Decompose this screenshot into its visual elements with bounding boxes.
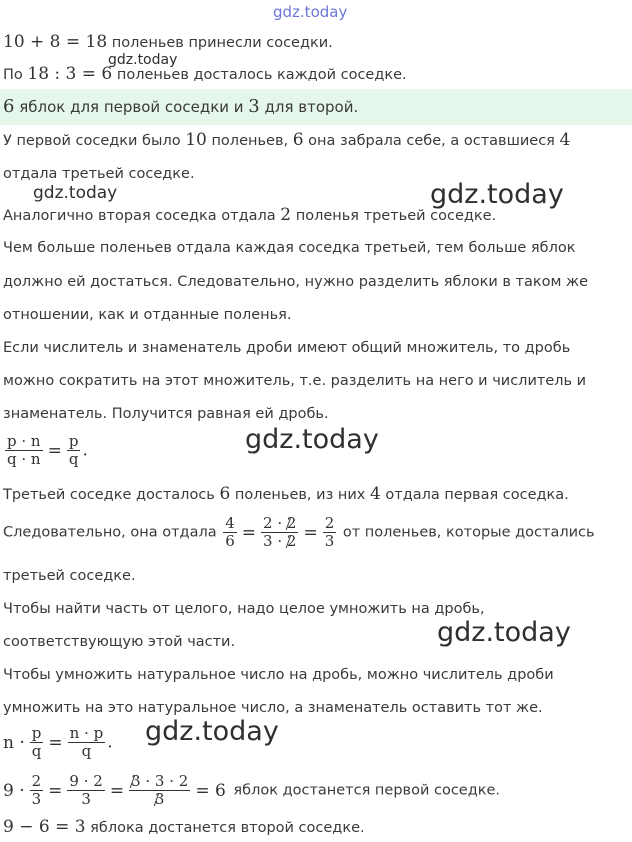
watermark: gdz.today <box>108 52 178 68</box>
line-1 <box>3 32 333 53</box>
math: 4 <box>369 484 381 504</box>
text: яблока достанется второй соседке. <box>85 820 365 836</box>
line-8: должно ей достаться. Следовательно, нужно разделить яблоки в таком же <box>3 274 589 290</box>
text: поленьев, из них <box>230 487 370 503</box>
text: она забрала себе, а оставшиеся <box>303 133 560 149</box>
watermark-top: gdz.today <box>273 3 348 21</box>
line-9: отношении, как и отданные поленья. <box>3 307 292 323</box>
text: яблок для первой соседки и <box>14 98 249 116</box>
math: 6 <box>3 96 15 117</box>
text: поленьев принесли соседки. <box>107 35 333 51</box>
line-15: третьей соседке. <box>3 568 136 584</box>
text: поленьев досталось каждой соседке. <box>112 67 407 83</box>
fraction: $\frac{n \cdot p}{q}$ <box>69 724 104 760</box>
cancelled-factor: 3 <box>154 790 165 808</box>
formula-calc: 9 · $\frac{2}{3}$ = $\frac{9 \cdot 2}{3}$ = $\frac{3 \cdot 3 \cdot 2}{3}$ = 6 яблок достанется первой соседке. <box>3 772 501 808</box>
watermark: gdz.today <box>437 617 571 648</box>
fraction: $\frac{2}{3}$ <box>31 772 42 808</box>
line-answer <box>3 97 358 117</box>
line-2 <box>3 64 407 85</box>
math: 4 <box>559 130 571 150</box>
line-19: умножить на это натуральное число, а знаменатель оставить тот же. <box>3 700 543 716</box>
text: от поленьев, которые достались <box>338 524 595 541</box>
math-difference: 9 − 6 = 3 <box>3 817 86 837</box>
text: отдала первая соседка. <box>380 487 569 503</box>
math: 2 <box>280 205 292 225</box>
fraction-cancelled: $\frac{2 \cdot 2}{3 \cdot 2}$ <box>263 514 297 550</box>
text: поленьев, <box>206 133 293 149</box>
line-17: соответствующую этой части. <box>3 634 236 650</box>
fraction: $\frac{2}{3}$ <box>324 514 335 550</box>
text: По <box>3 67 28 83</box>
watermark: gdz.today <box>430 179 564 210</box>
watermark: gdz.today <box>33 183 118 203</box>
text: яблок достанется первой соседке. <box>228 782 501 799</box>
watermark: gdz.today <box>145 716 279 747</box>
text: Третьей соседке досталось <box>3 487 220 503</box>
cancelled-factor: 2 <box>286 514 297 532</box>
line-5: отдала третьей соседке. <box>3 166 195 182</box>
line-10: Если числитель и знаменатель дроби имеют общий множитель, то дробь <box>3 340 571 356</box>
watermark: gdz.today <box>245 424 379 455</box>
fraction: $\frac{p}{q}$ <box>68 432 79 468</box>
line-7: Чем больше поленьев отдала каждая соседка третьей, тем больше яблок <box>3 240 576 256</box>
math: 10 <box>185 130 207 150</box>
math: 6 <box>292 130 304 150</box>
line-13 <box>3 484 569 505</box>
line-20 <box>3 817 365 838</box>
line-16: Чтобы найти часть от целого, надо целое умножить на дробь, <box>3 601 485 617</box>
text: поленья третьей соседке. <box>291 208 497 224</box>
line-12: знаменатель. Получится равная ей дробь. <box>3 406 329 422</box>
fraction: $\frac{p}{q}$ <box>31 724 42 760</box>
text: У первой соседки было <box>3 133 186 149</box>
text: Аналогично вторая соседка отдала <box>3 208 281 224</box>
math: 6 <box>219 484 231 504</box>
fraction: $\frac{9 \cdot 2}{3}$ <box>69 772 103 808</box>
math-sum: 10 + 8 = 18 <box>3 32 108 52</box>
math-division: 18 : 3 = 6 <box>27 64 113 84</box>
fraction: $\frac{4}{6}$ <box>225 514 235 550</box>
line-6 <box>3 205 496 226</box>
formula-reduce: $\frac{p \cdot n}{q \cdot n}$ = $\frac{p}{q}$ . <box>7 432 88 468</box>
cancelled-factor: 3 <box>131 772 141 790</box>
text: для второй. <box>259 98 359 116</box>
fraction: $\frac{p \cdot n}{q \cdot n}$ <box>7 432 41 468</box>
formula-multiply: n · $\frac{p}{q}$ = $\frac{n \cdot p}{q}$ . <box>3 724 113 760</box>
line-14: Следовательно, она отдала $\frac{4}{6}$ = $\frac{2 \cdot 2}{3 \cdot 2}$ = $\frac{2}{3}$ от поленьев, которые достались <box>3 514 595 550</box>
line-4 <box>3 130 570 151</box>
line-11: можно сократить на этот множитель, т.е. разделить на него и числитель и <box>3 373 587 389</box>
fraction-cancelled: $\frac{3 \cdot 3 \cdot 2}{3}$ <box>131 772 189 808</box>
cancelled-factor: 2 <box>286 532 297 550</box>
math: 3 <box>248 96 260 117</box>
line-18: Чтобы умножить натуральное число на дробь, можно числитель дроби <box>3 667 554 683</box>
text: Следовательно, она отдала <box>3 524 222 541</box>
